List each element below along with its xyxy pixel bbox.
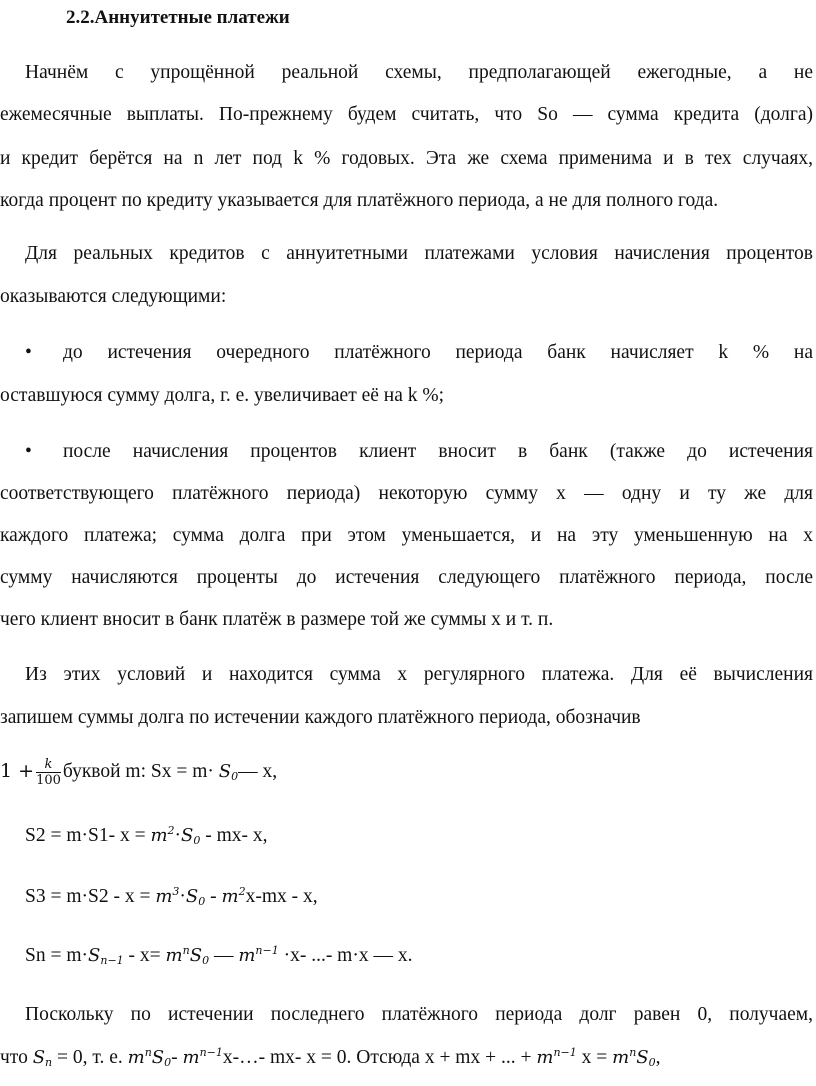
paragraph-4-line-2: что $S_n = 0$, т. е. $m^nS_0-$ $m^{n-1}x-\dots-$ mx- x = 0. Отсюда x + mx + ... + $m^{n-1}$ $x = m^nS_0$,	[0, 1046, 661, 1069]
paragraph-1-line-3: и кредит берётся на n лет под k % годовых. Эта же схема применима и в тех случаях,	[0, 148, 813, 169]
bullet-item-2	[25, 440, 813, 464]
fraction-numerator: k	[36, 757, 61, 773]
equation-s2: S2 = m·S1- $x = m^2\cdot S_0 - mx-$ x,	[25, 824, 268, 847]
fraction-denominator: 100	[36, 773, 61, 789]
paragraph-2-line-1: Для реальных кредитов с аннуитетными платежами условия начисления процентов	[25, 243, 813, 264]
bullet-2-line-3: каждого платежа; сумма долга при этом уменьшается, и на эту уменьшенную на x	[0, 525, 813, 546]
paragraph-4-line-1: Поскольку по истечении последнего платёжного периода долг равен 0, получаем,	[25, 1004, 813, 1025]
fraction-k-over-100	[36, 757, 61, 788]
formula-intro-text: буквой m: Sx = m·	[62, 761, 214, 782]
formula-m-definition	[0, 753, 813, 790]
bullet-item-1	[25, 341, 813, 365]
bullet-1-line-1: до истечения очередного платёжного периода банк начисляет k % на	[63, 342, 813, 363]
formula-intro-tail: — x,	[238, 761, 278, 782]
one-plus: 1 +	[0, 760, 35, 782]
section-heading: 2.2.Аннуитетные платежи	[66, 7, 290, 28]
equation-sn: $Sn = m\cdot S_{n-1} - x= m^nS_0$ — $m^{n-1} \cdot x-$ ...- m·x — x.	[25, 944, 413, 967]
bullet-2-line-4: сумму начисляются проценты до истечения следующего платёжного периода, после	[0, 567, 813, 588]
paragraph-1-line-4: когда процент по кредиту указывается для платёжного периода, а не для полного года.	[0, 190, 719, 211]
bullet-1-line-2: оставшуюся сумму долга, г. е. увеличивает её на k %;	[0, 385, 445, 406]
bullet-marker: •	[25, 342, 32, 363]
paragraph-1-line-2: ежемесячные выплаты. По-прежнему будем считать, что So — сумма кредита (долга)	[0, 104, 813, 125]
paragraph-3-line-1: Из этих условий и находится сумма x регулярного платежа. Для её вычисления	[25, 664, 813, 685]
bullet-2-line-1: после начисления процентов клиент вносит в банк (также до истечения	[63, 441, 813, 462]
equation-s3: $S3 = m\cdot S2 - x = m^3\cdot S_0 - m^2x-mx - x$,	[25, 885, 318, 908]
bullet-2-line-2: соответствующего платёжного периода) некоторую сумму x — одну и ту же для	[0, 483, 813, 504]
bullet-marker: •	[25, 441, 32, 462]
paragraph-2-line-2: оказываются следующими:	[0, 286, 227, 307]
paragraph-3-line-2: запишем суммы долга по истечении каждого платёжного периода, обозначив	[0, 707, 641, 728]
paragraph-1-line-1: Начнём с упрощённой реальной схемы, предполагающей ежегодные, а не	[25, 62, 813, 83]
s-symbol: $S_0$	[218, 761, 239, 783]
bullet-2-line-5: чего клиент вносит в банк платёж в размере той же суммы x и т. п.	[0, 609, 554, 630]
